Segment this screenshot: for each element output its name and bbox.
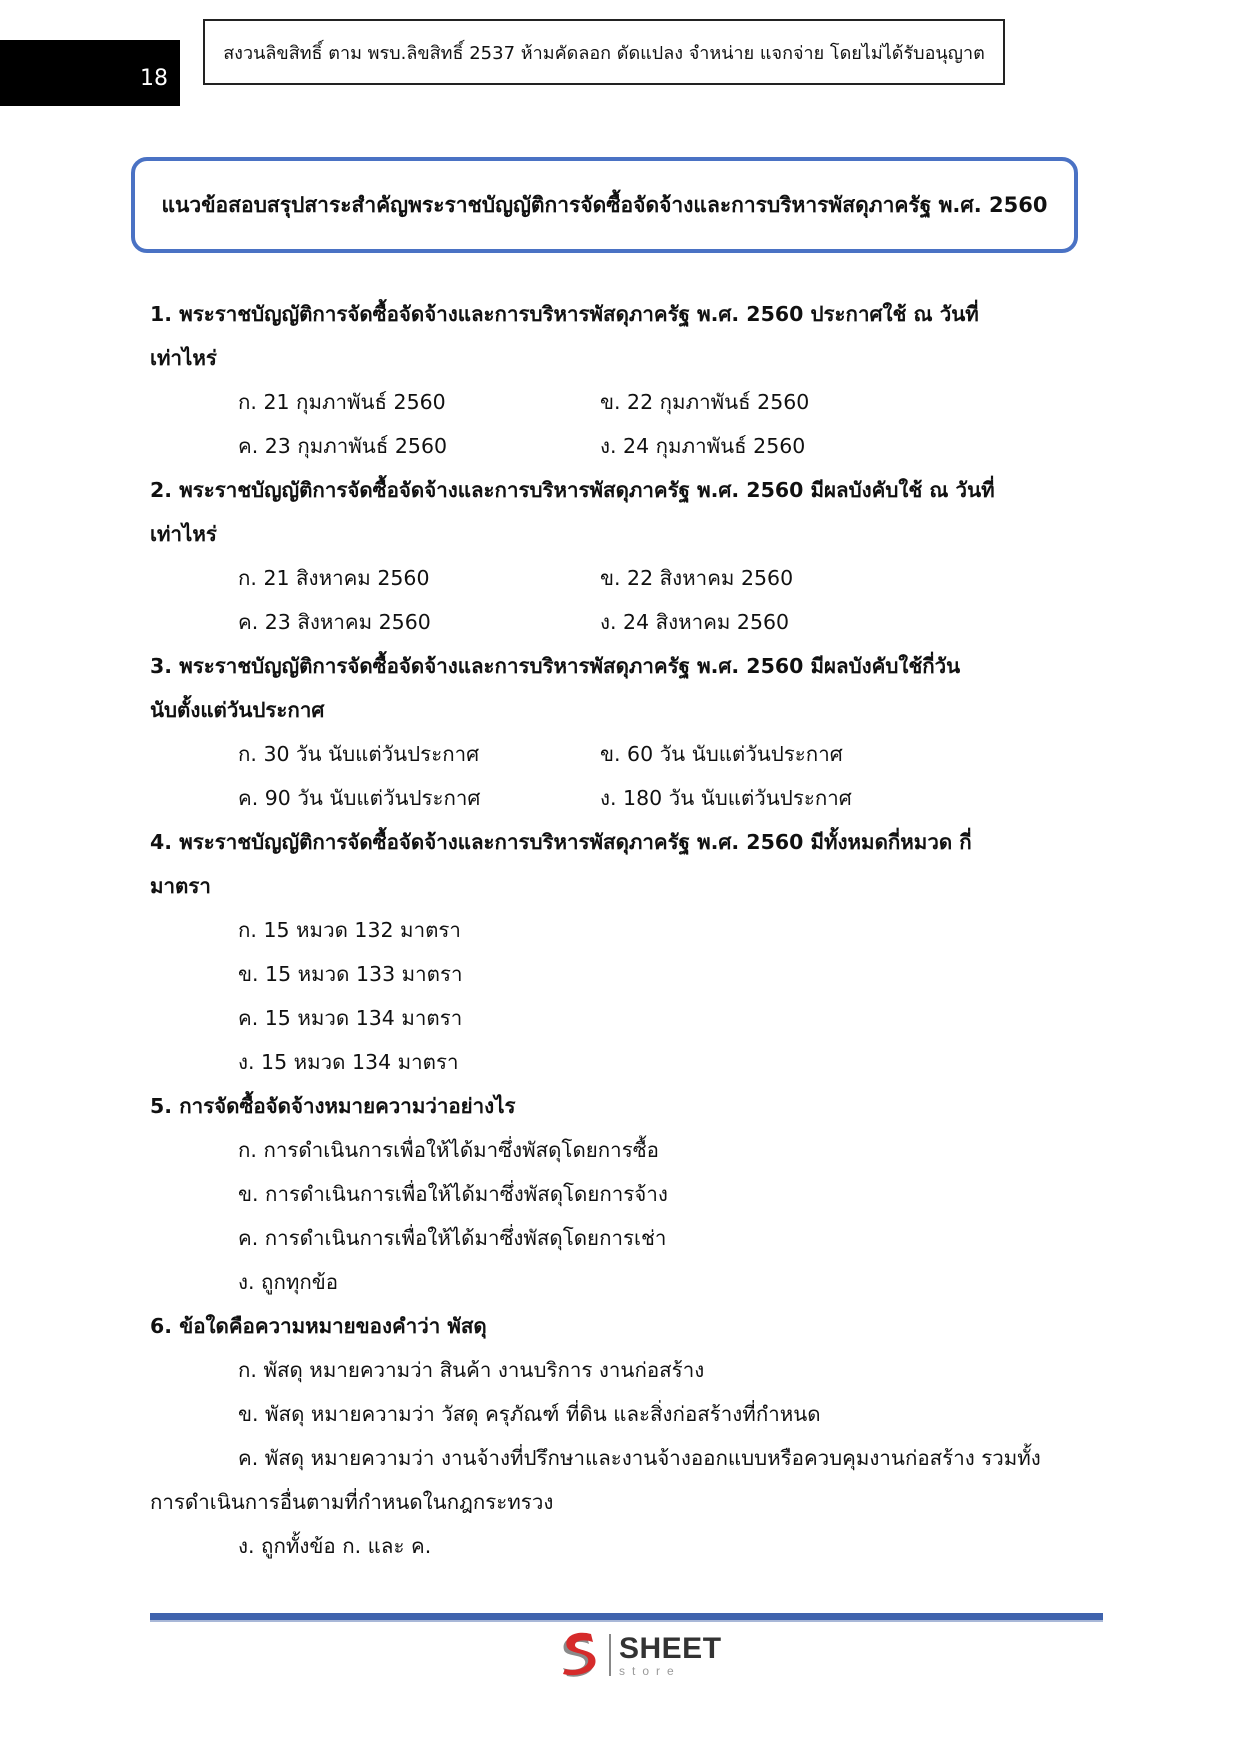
question-5-option-d: ง. ถูกทุกข้อ bbox=[238, 1270, 339, 1294]
question-3-option-b: ข. 60 วัน นับแต่วันประกาศ bbox=[600, 742, 843, 766]
question-2-option-c: ค. 23 สิงหาคม 2560 bbox=[238, 610, 431, 634]
question-1-options-row-1 bbox=[150, 380, 1055, 424]
question-4-option-a: ก. 15 หมวด 132 มาตรา bbox=[238, 918, 461, 942]
question-5-option-c: ค. การดำเนินการเพื่อให้ได้มาซึ่งพัสดุโดยการเช่า bbox=[238, 1226, 667, 1250]
question-1-option-b: ข. 22 กุมภาพันธ์ 2560 bbox=[600, 390, 810, 414]
question-3-options-row-2 bbox=[150, 776, 1055, 820]
logo-separator bbox=[609, 1634, 611, 1676]
question-4-text-cont: มาตรา bbox=[150, 874, 211, 898]
logo-text bbox=[619, 1631, 722, 1678]
question-3-text: 3. พระราชบัญญัติการจัดซื้อจัดจ้างและการบริหารพัสดุภาครัฐ พ.ศ. 2560 มีผลบังคับใช้กี่วัน bbox=[150, 654, 961, 678]
question-5-option-b: ข. การดำเนินการเพื่อให้ได้มาซึ่งพัสดุโดยการจ้าง bbox=[238, 1182, 668, 1206]
logo-word: SHEET bbox=[619, 1631, 722, 1665]
question-list bbox=[150, 292, 1055, 1568]
copyright-notice bbox=[203, 19, 1005, 85]
question-6-option-b: ข. พัสดุ หมายความว่า วัสดุ ครุภัณฑ์ ที่ดิน และสิ่งก่อสร้างที่กำหนด bbox=[238, 1402, 821, 1426]
question-1-text: 1. พระราชบัญญัติการจัดซื้อจัดจ้างและการบริหารพัสดุภาครัฐ พ.ศ. 2560 ประกาศใช้ ณ วันที่ bbox=[150, 302, 979, 326]
question-6-option-c-cont: การดำเนินการอื่นตามที่กำหนดในกฎกระทรวง bbox=[150, 1490, 554, 1514]
question-6-option-a: ก. พัสดุ หมายความว่า สินค้า งานบริการ งานก่อสร้าง bbox=[238, 1358, 705, 1382]
question-4-option-d: ง. 15 หมวด 134 มาตรา bbox=[238, 1050, 459, 1074]
question-1-option-a: ก. 21 กุมภาพันธ์ 2560 bbox=[238, 390, 446, 414]
page-number: 18 bbox=[140, 66, 168, 91]
question-3-options-row-1 bbox=[150, 732, 1055, 776]
question-2-option-d: ง. 24 สิงหาคม 2560 bbox=[600, 610, 790, 634]
title-box bbox=[131, 157, 1078, 253]
question-3-text-cont: นับตั้งแต่วันประกาศ bbox=[150, 698, 325, 722]
copyright-text: สงวนลิขสิทธิ์ ตาม พรบ.ลิขสิทธิ์ 2537 ห้ามคัดลอก ดัดแปลง จำหน่าย แจกจ่าย โดยไม่ได้รับอนุญาต bbox=[223, 42, 985, 64]
question-2-option-b: ข. 22 สิงหาคม 2560 bbox=[600, 566, 794, 590]
logo-subword: store bbox=[619, 1663, 681, 1678]
question-5-text: 5. การจัดซื้อจัดจ้างหมายความว่าอย่างไร bbox=[150, 1094, 516, 1118]
footer-divider bbox=[150, 1613, 1103, 1620]
question-1-option-d: ง. 24 กุมภาพันธ์ 2560 bbox=[600, 434, 806, 458]
question-4-text: 4. พระราชบัญญัติการจัดซื้อจัดจ้างและการบริหารพัสดุภาครัฐ พ.ศ. 2560 มีทั้งหมดกี่หมวด กี่ bbox=[150, 830, 972, 854]
question-1-text-cont: เท่าไหร่ bbox=[150, 346, 217, 370]
question-2-text-cont: เท่าไหร่ bbox=[150, 522, 217, 546]
question-6-option-d: ง. ถูกทั้งข้อ ก. และ ค. bbox=[238, 1534, 432, 1558]
question-4-option-c: ค. 15 หมวด 134 มาตรา bbox=[238, 1006, 463, 1030]
question-2-option-a: ก. 21 สิงหาคม 2560 bbox=[238, 566, 430, 590]
question-3-option-a: ก. 30 วัน นับแต่วันประกาศ bbox=[238, 742, 480, 766]
question-1-option-c: ค. 23 กุมภาพันธ์ 2560 bbox=[238, 434, 448, 458]
question-2-options-row-1 bbox=[150, 556, 1055, 600]
question-6-option-c: ค. พัสดุ หมายความว่า งานจ้างที่ปรึกษาและงานจ้างออกแบบหรือควบคุมงานก่อสร้าง รวมทั้ง bbox=[238, 1446, 1041, 1470]
sheet-store-logo bbox=[553, 1630, 722, 1680]
question-1-options-row-2 bbox=[150, 424, 1055, 468]
question-6-text: 6. ข้อใดคือความหมายของคำว่า พัสดุ bbox=[150, 1314, 487, 1338]
question-3-option-d: ง. 180 วัน นับแต่วันประกาศ bbox=[600, 786, 852, 810]
page-title: แนวข้อสอบสรุปสาระสำคัญพระราชบัญญัติการจัดซื้อจัดจ้างและการบริหารพัสดุภาครัฐ พ.ศ. 2560 bbox=[161, 192, 1048, 217]
question-3-option-c: ค. 90 วัน นับแต่วันประกาศ bbox=[238, 786, 481, 810]
question-2-options-row-2 bbox=[150, 600, 1055, 644]
sheet-store-logo-icon bbox=[553, 1630, 603, 1680]
footer-divider-shadow bbox=[150, 1620, 1103, 1622]
question-2-text: 2. พระราชบัญญัติการจัดซื้อจัดจ้างและการบริหารพัสดุภาครัฐ พ.ศ. 2560 มีผลบังคับใช้ ณ วันที่ bbox=[150, 478, 995, 502]
question-5-option-a: ก. การดำเนินการเพื่อให้ได้มาซึ่งพัสดุโดยการซื้อ bbox=[238, 1138, 659, 1162]
question-4-option-b: ข. 15 หมวด 133 มาตรา bbox=[238, 962, 463, 986]
